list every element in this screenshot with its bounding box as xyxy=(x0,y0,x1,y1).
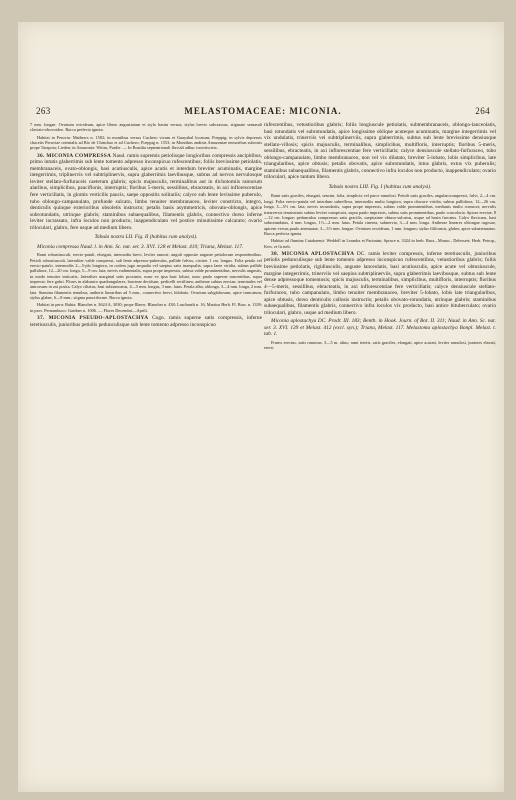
species-36-plate: Tabula nostra LII. Fig. II (habitus cum analysi). xyxy=(94,234,198,241)
running-title: MELASTOMACEAE: MICONIA. xyxy=(184,106,342,116)
intro-description: 7 mm. longae. Ovarium oviodeum, apice libero angustiatum et stylo basim versus; stylus brevis subcrassus, stigmate semasali claviato-obovoideo. Bacca perfecta ignota. xyxy=(30,122,262,133)
species-38-name: 38. MICONIA APLOSTACHYA xyxy=(271,250,355,257)
species-36-author: Naud. xyxy=(112,152,126,159)
species-38-entry xyxy=(264,251,496,316)
species-36-name: 36. MICONIA COMPRESSA xyxy=(37,152,112,159)
species-37-entry xyxy=(30,315,262,328)
species-37-name: 37. MICONIA PSEUDO-APLOSTACHYA xyxy=(37,315,149,322)
species-36-details: Rami robustiusculi, erecto-patuli, elongati, internodia brevi, leviter ramosi; anguli opposite anguste petiolorum respondentibus. Petioli robustiusculi, lateraliter valde compressi, sub lente adpresso-puberulus, pallide fulvus, circiter 1 cm. longus. Folia petalo vel erecto-patulo, internodiis 2—5-plo longiora, in codem jugo aequalia vel saepius satis inaequalia, supra laete viridia, subtus pallide pallidiora, 12—20 cm. longa, 5—9 cm. lata; nervis rudimentalis, supra prope impressis, subtus valde prominentibus, nervulis angustis, in modo tenuiter intricatis; lateraliter marginal satis proximis, nunc ex ipsa basi foliari, nunc paulo superne nascentibus, supra impressi; fere gabri. Flores in alabastro quadrangulares, bracteae deciduae, pedicelli rectilineo; antherae subtus erectae, terminales vel antrorsum in axi posita. Calyx ciliatus, basi subtruncatus, 4—5 mm. longus, 3 mm. latus. Petala alba, oblonga, 3—4 mm. longa, 2 mm. lata. Stamina filamentis tenuibus, antheris linearibus ad 5 mm., connectivo brevi, bilobato. Ovarium subglobosum, apice truncatum; stylus glaber, 6—8 mm.; stigma punctiforme. Bacca ignota. xyxy=(30,252,262,301)
species-38-author: DC. xyxy=(356,250,366,257)
species-38-synonymy: Miconia aplostachya DC. Prodr. III. 183; Benth. in Hook. Journ. of Bot. II. 311; Naud. in Ann. Sc. nat. ser. 3. XVI. 139 et Melast. 412 (excl. syn.); Triana, Melast. 117. Melastoma aplostachya Bonpl. Melast. t. tab. 1. xyxy=(264,318,496,338)
species-36-habitat: Habitat in peru: Bahia: Blanchet n. 3624 A, 3030; prope Ilheos: Blanchet n. 438; Luschnath n. 16, Martius Herb. Fl. Bras. n. 1339; in prov. Pernambuco: Gardner n. 1006. — Flores Decembri—Aprili. xyxy=(30,302,262,313)
book-page xyxy=(18,22,504,792)
species-36-description: ramis supremis petiolisque longioribus compressis ancipitibus, primo intutis glaberrimis sub lente tomento adpresso inconspicuo rufescentibus; foliis breviusime petiolatis, membranaceis, ovato-oblongis, basi acutiusculis, apice acutis et interdum breviter acuminatis, margine integerrimis, triplinervis vel subtriplinervis, supra glaberrimis laevibusque, subtus ad nervos nervulosque leviter stellato-furfuraceis caeterum glabris; spicis majusculis, terminalibus aut in dichotomiis ramorum alaribus, simplicibus, pauciflonis, interruptis; floribus 5-meris, sessilibus, ebracteatis, in axi inflorescentiae fere verticillatis, in glomis verticilis paucis, saepe oppositis solitariis; calyce sub lente levissime puberulo, tubo oblongo-campanulato, profunde sulcato, limbo tenuiter membranaceo, leviter constricto, integro, denticulis quinque exterioribus obsoletis instructo; petalis basis asymmetricis, obovato-oblongis, apice subrotundatis, utrinque glabris; staminibus subaequalibus, filamentis glabris, connectivo dorso inferne leviter incrassato, infra loculos non producto, inappendiculato vel postice minutissime calcarato; ovario triloculari, glabro, fere usque ad medium libero. xyxy=(30,152,263,231)
left-column xyxy=(30,122,262,330)
species-37-author: Cogn. xyxy=(152,315,166,322)
species-37-plate: Tabula nostra LIII. Fig. I (habitus cum analysi). xyxy=(328,183,432,190)
species-36-entry xyxy=(30,153,262,232)
species-38-details: Frutex erectus, satis ramosus, 3—5 m. altus; rami teretis, satis graciles, elongati, apice acutati, leviter ramulosi, juniores elavati, erecti xyxy=(264,340,496,351)
running-header xyxy=(36,106,490,116)
intro-habitat: Habitat in Peruvia: Mathews n. 1582; in montibus versus Cuchero vicum et Guayabal locatum; Poeppig; in sylvis depressis chacetis Peruviae orientalis ad Rio de Chinchao et ad Cuchero; Poeppig n. 1553; in Montibus andinis Amazoniae nemoribus subcruis prope Tarapota; Lieden; in Amazonia: Wittm, Purdie. — In Brasilia septentrionali fluviali adhuc incertiscrita. xyxy=(30,134,262,151)
right-column xyxy=(264,122,496,353)
page-number-left: 263 xyxy=(36,106,51,116)
species-37-description: ramis superne satis compressis, inferne teretiusculis, junioribus petiolis pedunculisque sub lente tomento adpresso inconspicuo xyxy=(30,315,262,328)
species-36-synonymy: Miconia compressa Naud. l. in Ann. Sc. nat. ser. 3. XVI. 128 et Melast. 410; Triana, Melast. 117. xyxy=(37,243,244,250)
species-38-description: ramis leviter compressis, inferne teretiusculis, junioribus petiolis pedunculisque sub lente tomento adpresso inconspicuo rufescentibus, vetustioribus glabris; foliis breviusime petiolatis, rigidiusculis, anguste lanceolatis, basi acutiusculis, apice acute vel obtusiuscule, margine integerrimis, trinerviis vel saepius subtriplinerviis, supra glaberrimis laevibusque, subtus sub lente dense adpressoque tomentosis; spicis majusculis, terminalibus, simplicibus, multifloris, interruptis; floribus 4—5-meris, sessilibus, ebracteatis, in axi inflorescentiae fere verticillatis; calyce densiuscule stellato-furfuraceo, tubo campanulato, limbo tenuiter membranaceo, breviter 5-lobato, lobis late triangularibus, apice obtusis, dorso denticulis callosis instructis; petalis obovato-rotundatis, utrinque glabris; staminibus subaequalibus, filamentis glabris, connectivo infra loculos vix producto, basi antice bituberculato; ovario triloculari, glabro, usque ad medium libero. xyxy=(264,250,497,316)
species-37-habitat: Habitat ad flumina Cuiabaensi: Weddell in Leandra et Pacimini; Spruce n. 3324 in herb. Brux., Monac., Delessert; Herb. Petrop., Kew. et Griseb. xyxy=(264,238,496,249)
species-37-description-continued: rufescentibus, vetustioribus glabris; foliis longiuscule petiolatis, submembranaceis, oblongo-lanceolatis, basi rotundatis vel subrotundatis, apice longissime oblique acuteque acuminatis, margine integerrimis vel vix undulatis, trinerviis vel subtriplinerviis, supra glaberrimis, subtus sub lente brevissime densiusque stellato-villosis; spicis majusculis, terminalibus, simplicibus, multifloris, interruptis; floribus 5-meris, sessilibus, ebracteatis, in axi inflorescentiae fere verticillatis; calyce densiuscule stellato-furfuraceo, tubo oblongo-campanulato, limbo membranaceo, non vel vix dilatato, breviter 5-lobato, lobis simplicibus, late triangularibus, apice obtusis; petalis obovatis, apice subrotundatis, intus glabris, extus vix puberulis; staminibus subaequalibus, filamentis glabris, connectivo infra loculos non producto, inappendiculato; ovario triloculari, apice tantum libero. xyxy=(264,122,496,181)
page-number-right: 264 xyxy=(475,106,490,116)
species-37-details: Rami satis graciles, elongati, sensim, folia, simplicia vel parce ramulosi. Petioli satis graciles, angulatocompressi, fulvi, 2—4 cm. longi. Folia erecto-patula vel interdum subreflexa, internodiis multo longiora, supra obscure viridia, subtus pallidiora, 12—26 cm. longa, 3—5½ cm. lata; nervis secundariis, supra prope impressis, subtus valde prominentibus, medianis multo crassiori; nervulis transversis tenuissimis subtus leviter conspicuis, supra paulo impressis, subtus satis prominentibus, paulo concoloria. Spicae erectae, 8—12 cm. longae; pedunculus compressus satis gracilis, saepissime obtuso-sulcatus, usque ad basin furcatus. Calyx flavicans, basi subrotundatus, 4 mm. longus, 1½—2 mm. latus. Petala cinerea, subnervia, 3—4 mm. longa. Antherae lineares oblongae rugosae, apicem versus paulo attenuatae, 3—3½ mm. longae. Ovarium ovoideum, 1 mm. longum; stylus filiformis, glaber, apice subattenuatus. Bacca perfecta ignota. xyxy=(264,193,496,236)
